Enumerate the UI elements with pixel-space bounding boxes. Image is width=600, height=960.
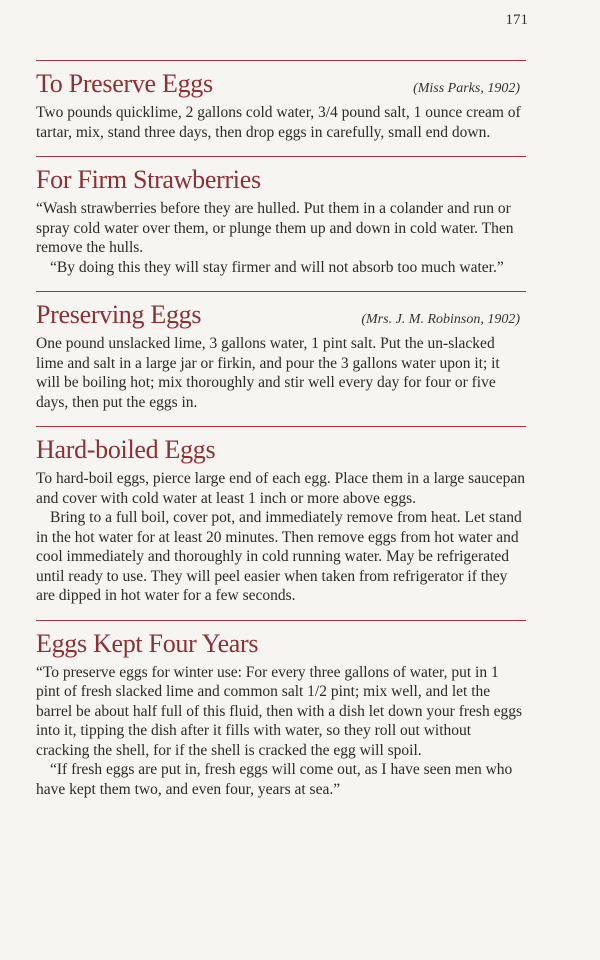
recipe-header	[36, 165, 526, 195]
recipe-title: Preserving Eggs	[36, 300, 202, 329]
recipe-paragraph: Two pounds quicklime, 2 gallons cold water, 3/4 pound salt, 1 ounce cream of tartar, mix, stand three days, then drop eggs in carefully, small end down.	[36, 104, 521, 141]
recipe-paragraph: Bring to a full boil, cover pot, and immediately remove from heat. Let stand in the hot water for at least 20 minutes. Then remove eggs from hot water and cool immediately and thoroughly in cold running water. May be refrigerated until ready to use. They will peel easier when taken from refrigerator if they are dipped in hot water for a few seconds.	[36, 509, 522, 604]
recipe-title: Hard-boiled Eggs	[36, 435, 216, 464]
recipe-header	[36, 69, 526, 99]
recipe-paragraph: “If fresh eggs are put in, fresh eggs will come out, as I have seen men who have kept them two, and even four, years at sea.”	[36, 761, 513, 798]
recipe-paragraph: “Wash strawberries before they are hulled. Put them in a colander and run or spray cold water over them, or plunge them up and down in cold water. Then remove the hulls.	[36, 200, 514, 256]
recipe-source: (Mrs. J. M. Robinson, 1902)	[361, 312, 520, 327]
recipe-paragraph: To hard-boil eggs, pierce large end of each egg. Place them in a large saucepan and cover with cold water at least 1 inch or more above eggs.	[36, 470, 525, 507]
page-number: 171	[505, 12, 528, 28]
recipe-preserving-eggs	[36, 291, 526, 412]
recipe-to-preserve-eggs	[36, 60, 526, 142]
recipe-header	[36, 300, 526, 330]
recipe-source: (Miss Parks, 1902)	[413, 81, 520, 96]
recipe-paragraph: “To preserve eggs for winter use: For every three gallons of water, put in 1 pint of fresh slacked lime and common salt 1/2 pint; mix well, and let the barrel be about half full of this fluid, then with a dish let down your fresh eggs into it, tipping the dish after it fills with water, so they roll out without cracking the shell, for if the shell is cracked the egg will spoil.	[36, 663, 522, 759]
recipe-title: To Preserve Eggs	[36, 69, 213, 98]
recipe-eggs-kept-four-years	[36, 620, 526, 800]
page-content	[36, 60, 526, 813]
recipe-paragraph: One pound unslacked lime, 3 gallons water, 1 pint salt. Put the un-slacked lime and salt in a large jar or firkin, and pour the 3 gallons water upon it; it will be boiling hot; mix thoroughly and stir well every day for four or five days, then put the eggs in.	[36, 335, 500, 411]
recipe-header	[36, 435, 526, 465]
recipe-for-firm-strawberries	[36, 156, 526, 277]
recipe-paragraph: “By doing this they will stay firmer and will not absorb too much water.”	[50, 258, 504, 276]
recipe-title: For Firm Strawberries	[36, 165, 261, 194]
recipe-hard-boiled-eggs	[36, 426, 526, 606]
recipe-header	[36, 629, 526, 659]
recipe-title: Eggs Kept Four Years	[36, 628, 259, 658]
